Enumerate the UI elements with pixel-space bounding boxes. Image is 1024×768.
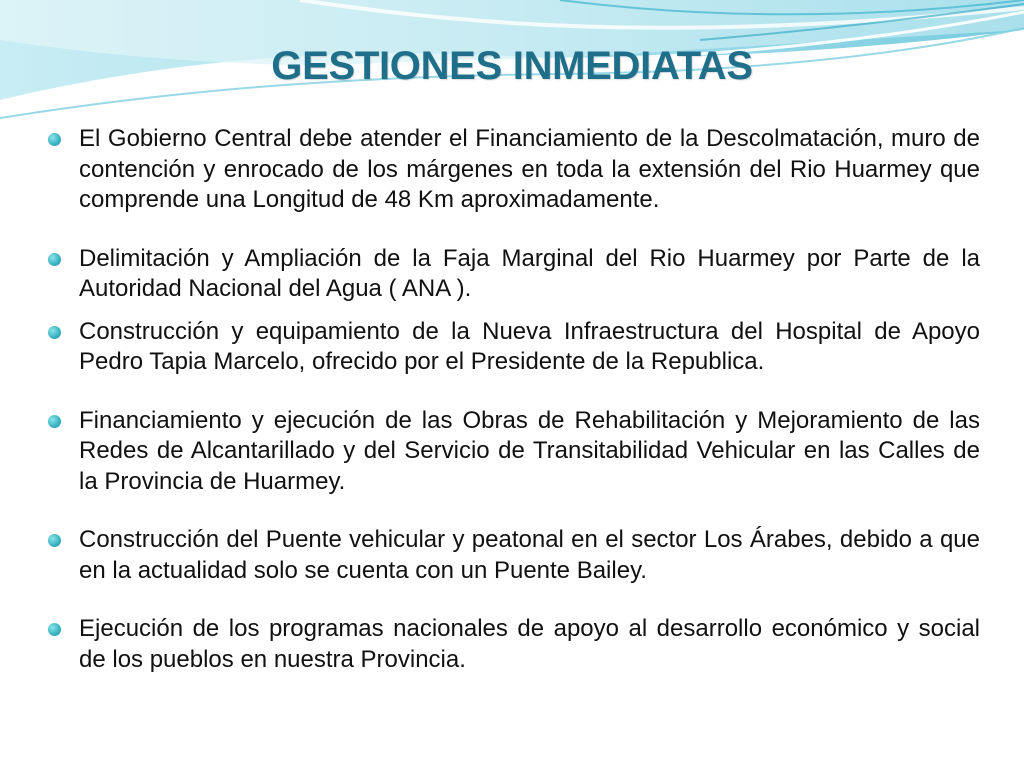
slide-content	[48, 124, 980, 675]
bullet-text: El Gobierno Central debe atender el Financiamiento de la Descolmatación, muro de contención y enrocado de los márgenes en toda la extensión del Rio Huarmey que comprende una Longitud de 48 Km aproximadamente.	[79, 125, 980, 213]
bullet-item	[48, 525, 980, 586]
bullet-text: Delimitación y Ampliación de la Faja Marginal del Rio Huarmey por Parte de la Autoridad Nacional del Agua ( ANA ).	[79, 244, 980, 302]
bullet-dot-icon	[48, 326, 61, 339]
bullet-dot-icon	[48, 133, 61, 146]
bullet-item	[48, 244, 980, 305]
bullet-text: Financiamiento y ejecución de las Obras de Rehabilitación y Mejoramiento de las Redes de Alcantarillado y del Servicio de Transitabilidad Vehicular en las Calles de la Provincia de Huarmey.	[79, 406, 980, 495]
bullet-text: Construcción del Puente vehicular y peatonal en el sector Los Árabes, debido a que en la actualidad solo se cuenta con un Puente Bailey.	[79, 526, 980, 584]
bullet-item	[48, 614, 980, 675]
bullet-dot-icon	[48, 623, 61, 636]
bullet-item	[48, 406, 980, 498]
bullet-dot-icon	[48, 534, 61, 547]
bullet-item	[48, 124, 980, 216]
slide-title: GESTIONES INMEDIATAS	[271, 44, 753, 88]
bullet-text: Ejecución de los programas nacionales de apoyo al desarrollo económico y social de los pueblos en nuestra Provincia.	[79, 615, 980, 673]
bullet-item	[48, 317, 980, 378]
bullet-dot-icon	[48, 415, 61, 428]
bullet-text: Construcción y equipamiento de la Nueva Infraestructura del Hospital de Apoyo Pedro Tapia Marcelo, ofrecido por el Presidente de la Republica.	[79, 317, 980, 375]
bullet-list	[48, 124, 980, 675]
bullet-dot-icon	[48, 253, 61, 266]
